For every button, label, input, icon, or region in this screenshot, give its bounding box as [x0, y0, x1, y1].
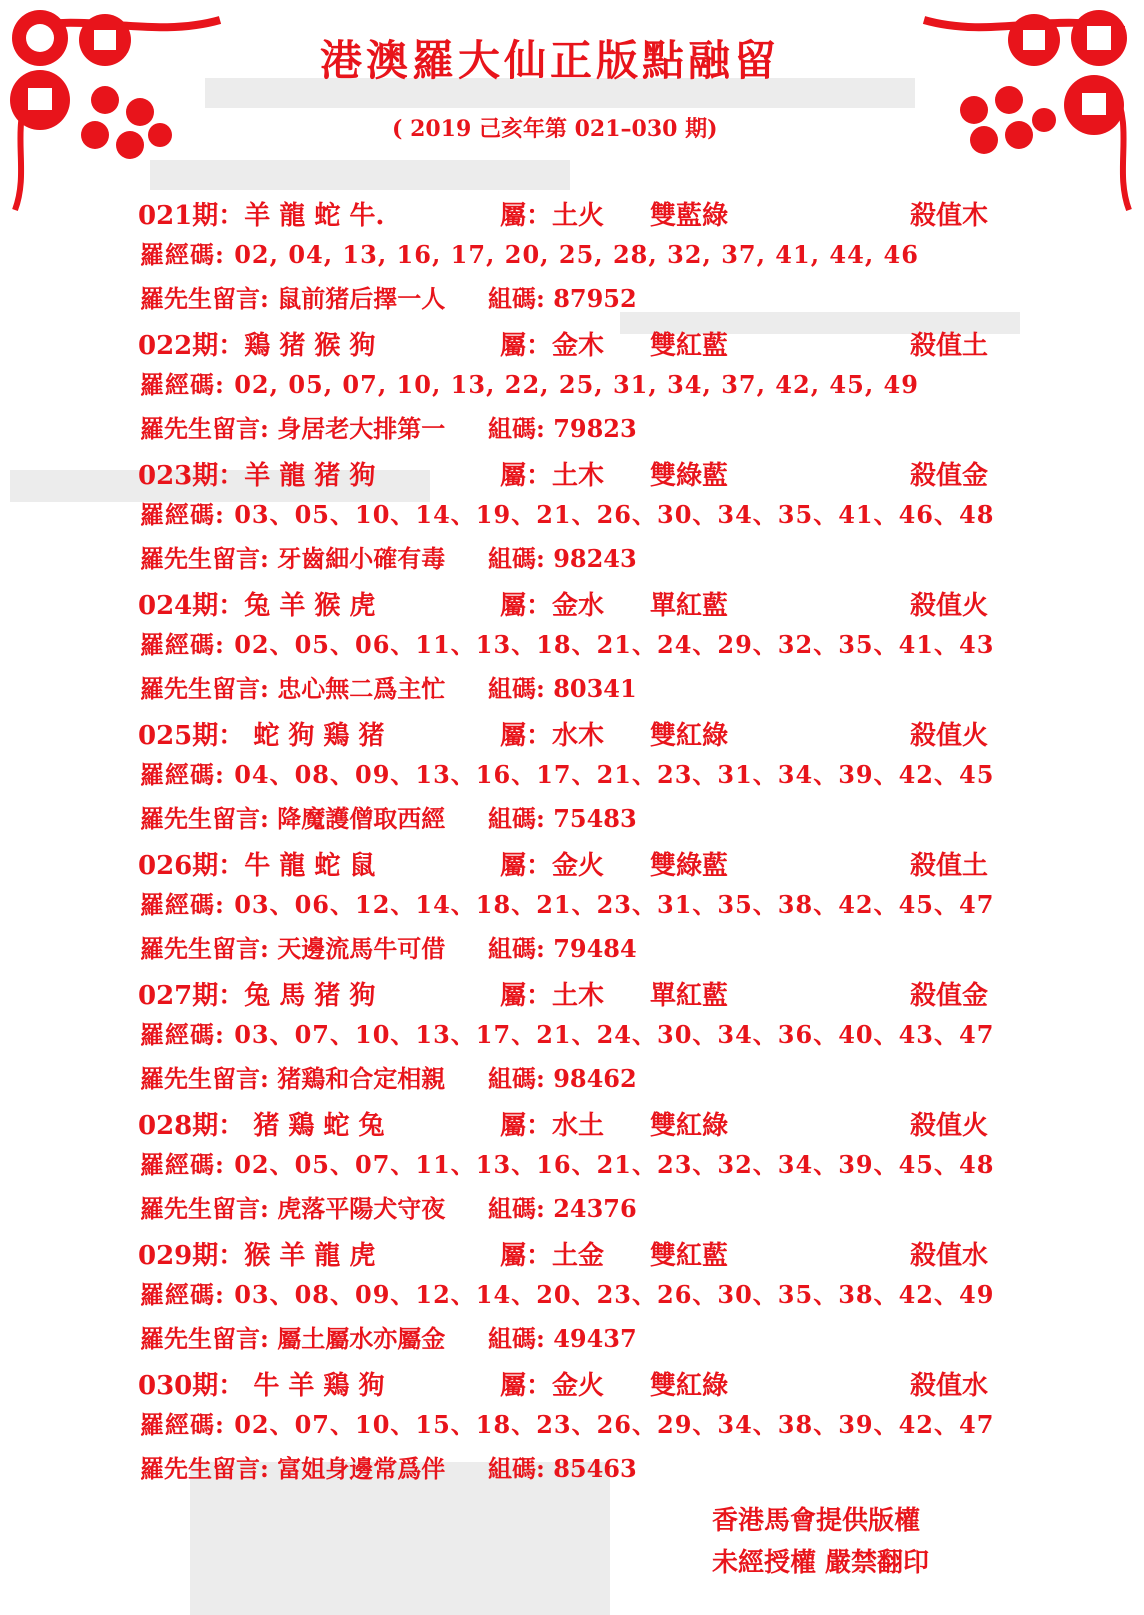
issue-attribute: 屬：土金	[500, 1241, 605, 1271]
issue-codes: 羅經碼: 03、06、12、14、18、21、23、31、35、38、42、45、47	[140, 890, 995, 919]
issue-group-code: 組碼: 49437	[488, 1324, 637, 1353]
issue-codes: 羅經碼: 02, 04, 13, 16, 17, 20, 25, 28, 32, 37, 41, 44, 46	[140, 240, 919, 269]
issue-kill: 殺值土	[910, 331, 989, 361]
issue-group-code: 組碼: 75483	[488, 804, 637, 833]
issue-color: 單紅藍	[650, 981, 729, 1011]
issue-block	[0, 1365, 1144, 1495]
issue-period: 030期： 牛 羊 鶏 狗	[138, 1371, 385, 1401]
issue-block	[0, 975, 1144, 1105]
issue-note: 羅先生留言: 鼠前猪后擇一人	[140, 284, 446, 313]
issue-attribute: 屬：水木	[500, 721, 605, 751]
issue-group-code: 組碼: 79484	[488, 934, 637, 963]
issue-block	[0, 845, 1144, 975]
issue-attribute: 屬：金木	[500, 331, 605, 361]
issue-codes: 羅經碼: 03、08、09、12、14、20、23、26、30、35、38、42、49	[140, 1280, 995, 1309]
issue-period: 022期：鶏 猪 猴 狗	[138, 331, 376, 361]
issue-color: 雙綠藍	[650, 851, 729, 881]
issue-codes: 羅經碼: 02, 05, 07, 10, 13, 22, 25, 31, 34, 37, 42, 45, 49	[140, 370, 919, 399]
issue-kill: 殺值木	[910, 201, 989, 231]
issue-note: 羅先生留言: 身居老大排第一	[140, 414, 446, 443]
issue-kill: 殺值火	[910, 721, 989, 751]
issue-note: 羅先生留言: 富姐身邊常爲伴	[140, 1454, 446, 1483]
issue-color: 雙綠藍	[650, 461, 729, 491]
issue-period: 027期：兔 馬 猪 狗	[138, 981, 376, 1011]
issue-note: 羅先生留言: 猪鶏和合定相親	[140, 1064, 446, 1093]
issue-note: 羅先生留言: 忠心無二爲主忙	[140, 674, 446, 703]
issue-color: 雙紅綠	[650, 1371, 729, 1401]
page-title: 港澳羅大仙正版點融留	[320, 36, 781, 85]
copyright-line: 香港馬會提供版權	[712, 1506, 921, 1536]
issue-codes: 羅經碼: 03、05、10、14、19、21、26、30、34、35、41、46、48	[140, 500, 995, 529]
issue-group-code: 組碼: 87952	[488, 284, 637, 313]
issue-codes: 羅經碼: 04、08、09、13、16、17、21、23、31、34、39、42、45	[140, 760, 995, 789]
issue-period: 028期： 猪 鶏 蛇 兔	[138, 1111, 385, 1141]
issue-codes: 羅經碼: 03、07、10、13、17、21、24、30、34、36、40、43、47	[140, 1020, 995, 1049]
issue-group-code: 組碼: 85463	[488, 1454, 637, 1483]
issue-block	[0, 585, 1144, 715]
page-subtitle: ( 2019 己亥年第 021–030 期)	[392, 116, 718, 142]
issue-kill: 殺值火	[910, 1111, 989, 1141]
issue-group-code: 組碼: 80341	[488, 674, 637, 703]
issue-attribute: 屬：金火	[500, 851, 605, 881]
issue-block	[0, 455, 1144, 585]
issue-codes: 羅經碼: 02、07、10、15、18、23、26、29、34、38、39、42、47	[140, 1410, 995, 1439]
issue-kill: 殺值金	[910, 461, 989, 491]
issue-group-code: 組碼: 98462	[488, 1064, 637, 1093]
issue-period: 029期：猴 羊 龍 虎	[138, 1241, 376, 1271]
issue-group-code: 組碼: 24376	[488, 1194, 637, 1223]
issue-block	[0, 1105, 1144, 1235]
issue-note: 羅先生留言: 虎落平陽犬守夜	[140, 1194, 446, 1223]
issue-period: 025期： 蛇 狗 鶏 猪	[138, 721, 385, 751]
issue-codes: 羅經碼: 02、05、06、11、13、18、21、24、29、32、35、41、43	[140, 630, 995, 659]
issue-kill: 殺值金	[910, 981, 989, 1011]
issue-block	[0, 1235, 1144, 1365]
issue-kill: 殺值土	[910, 851, 989, 881]
issue-color: 雙紅綠	[650, 721, 729, 751]
issue-color: 雙藍綠	[650, 201, 729, 231]
issue-attribute: 屬：金水	[500, 591, 605, 621]
issue-kill: 殺值火	[910, 591, 989, 621]
issue-period: 026期：牛 龍 蛇 鼠	[138, 851, 376, 881]
issue-block	[0, 195, 1144, 325]
issue-attribute: 屬：土木	[500, 981, 605, 1011]
issue-color: 單紅藍	[650, 591, 729, 621]
issue-period: 021期：羊 龍 蛇 牛.	[138, 201, 385, 231]
issue-attribute: 屬：土木	[500, 461, 605, 491]
issue-note: 羅先生留言: 屬土屬水亦屬金	[140, 1324, 446, 1353]
issue-attribute: 屬：水土	[500, 1111, 605, 1141]
issue-group-code: 組碼: 79823	[488, 414, 637, 443]
issue-block	[0, 715, 1144, 845]
issue-group-code: 組碼: 98243	[488, 544, 637, 573]
issue-period: 024期：兔 羊 猴 虎	[138, 591, 376, 621]
issue-kill: 殺值水	[910, 1371, 989, 1401]
issue-color: 雙紅藍	[650, 331, 729, 361]
issue-kill: 殺值水	[910, 1241, 989, 1271]
issue-block	[0, 325, 1144, 455]
issue-note: 羅先生留言: 降魔護僧取西經	[140, 804, 446, 833]
issue-codes: 羅經碼: 02、05、07、11、13、16、21、23、32、34、39、45、48	[140, 1150, 995, 1179]
issue-note: 羅先生留言: 牙齒細小確有毒	[140, 544, 446, 573]
issue-note: 羅先生留言: 天邊流馬牛可借	[140, 934, 446, 963]
issue-attribute: 屬：金火	[500, 1371, 605, 1401]
issue-color: 雙紅藍	[650, 1241, 729, 1271]
issue-attribute: 屬：土火	[500, 201, 605, 231]
issue-color: 雙紅綠	[650, 1111, 729, 1141]
issue-period: 023期：羊 龍 猪 狗	[138, 461, 376, 491]
reprint-warning: 未經授權 嚴禁翻印	[712, 1548, 930, 1578]
